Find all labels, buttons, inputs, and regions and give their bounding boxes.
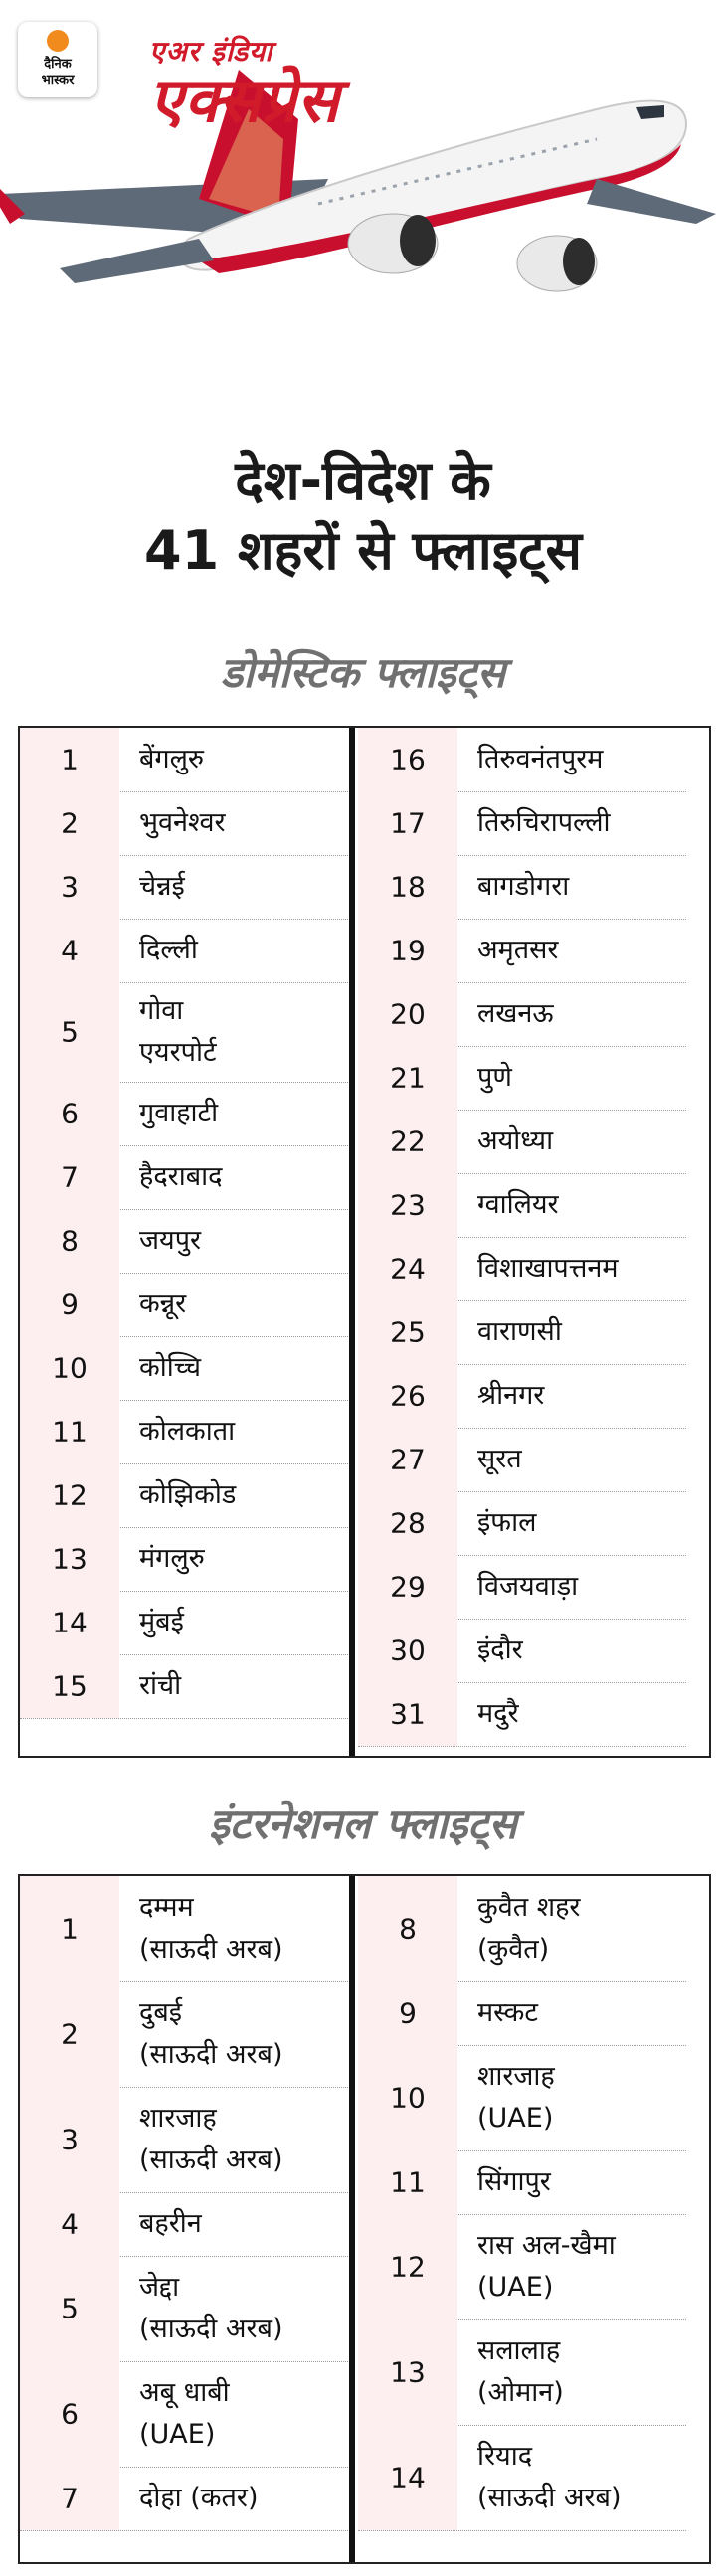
row-number: 11 bbox=[52, 1415, 88, 1449]
row-number: 9 bbox=[61, 1288, 79, 1321]
row-number-cell bbox=[358, 855, 457, 919]
row-number: 10 bbox=[390, 2081, 426, 2115]
city-name bbox=[139, 990, 342, 1074]
city-name bbox=[139, 739, 342, 780]
city-name-line: दम्मम bbox=[139, 1892, 194, 1923]
row-number-cell bbox=[358, 1173, 457, 1237]
city-name bbox=[139, 930, 342, 971]
city-name bbox=[139, 2098, 342, 2181]
city-name-line: (UAE) bbox=[477, 2103, 554, 2134]
city-name-line: इंफाल bbox=[477, 1507, 537, 1538]
city-name bbox=[477, 1566, 680, 1608]
city-name-line: दोहा (कतर) bbox=[139, 2483, 259, 2513]
row-number-cell bbox=[358, 791, 457, 855]
row-number-cell bbox=[358, 1110, 457, 1173]
row-number: 3 bbox=[61, 870, 79, 904]
city-name-line: चेन्नई bbox=[139, 871, 185, 902]
page-title-line1: देश-विदेश के bbox=[235, 449, 491, 512]
table-row bbox=[20, 2256, 348, 2362]
city-name-line: बहरीन bbox=[139, 2208, 202, 2239]
row-number-cell bbox=[358, 728, 457, 791]
row-number: 14 bbox=[390, 2461, 426, 2494]
city-name-line: कोझिकोड bbox=[139, 1479, 237, 1510]
row-number: 4 bbox=[61, 2207, 79, 2241]
row-number: 22 bbox=[390, 1124, 426, 1158]
city-name-line: बागडोगरा bbox=[477, 871, 570, 902]
page-title-line2: 41 शहरों से फ्लाइट्स bbox=[144, 519, 582, 582]
table-row bbox=[358, 1300, 686, 1365]
city-name bbox=[477, 1502, 680, 1544]
city-name bbox=[139, 1220, 342, 1262]
city-name-line: रांची bbox=[139, 1670, 182, 1701]
row-number: 1 bbox=[61, 1912, 79, 1946]
table-row bbox=[20, 728, 348, 792]
city-name bbox=[477, 1630, 680, 1671]
row-number: 3 bbox=[61, 2123, 79, 2156]
row-number: 11 bbox=[390, 2165, 426, 2199]
table-row bbox=[358, 1491, 686, 1556]
row-number: 10 bbox=[52, 1351, 88, 1385]
row-number: 7 bbox=[61, 2482, 79, 2515]
row-number: 2 bbox=[61, 806, 79, 840]
row-number-cell bbox=[20, 1400, 119, 1463]
city-name bbox=[477, 1992, 680, 2034]
logo-line1: दैनिक bbox=[44, 57, 72, 72]
row-number: 8 bbox=[61, 1224, 79, 1258]
table-row bbox=[20, 2192, 348, 2257]
row-number-cell bbox=[20, 982, 119, 1082]
row-number-cell bbox=[20, 2361, 119, 2467]
table-row bbox=[358, 2425, 686, 2531]
row-number: 1 bbox=[61, 743, 79, 776]
row-number: 29 bbox=[390, 1570, 426, 1604]
city-name-line: (UAE) bbox=[477, 2272, 554, 2303]
city-name bbox=[139, 1992, 342, 2076]
city-name bbox=[477, 866, 680, 908]
city-name-line: लखनऊ bbox=[477, 998, 554, 1029]
row-number-cell bbox=[358, 2425, 457, 2530]
row-number-cell bbox=[358, 1619, 457, 1682]
city-name bbox=[139, 802, 342, 844]
city-name bbox=[139, 1474, 342, 1516]
table-row bbox=[20, 1336, 348, 1401]
row-number-cell bbox=[358, 1364, 457, 1428]
city-name-line: विशाखापत्तनम bbox=[477, 1253, 619, 1284]
table-row bbox=[358, 2319, 686, 2426]
table-row bbox=[20, 1981, 348, 2088]
table-row bbox=[20, 1527, 348, 1592]
table-row bbox=[358, 2214, 686, 2320]
row-number-cell bbox=[358, 1682, 457, 1746]
row-number-cell bbox=[358, 1046, 457, 1110]
city-name-line: शारजाह bbox=[139, 2103, 217, 2134]
row-number: 8 bbox=[399, 1912, 417, 1946]
city-name bbox=[477, 930, 680, 971]
city-name bbox=[477, 1248, 680, 1289]
city-name bbox=[139, 2372, 342, 2456]
domestic-section-title: डोमेस्टिक फ्लाइट्स bbox=[220, 648, 506, 697]
city-name-line: इंदौर bbox=[477, 1634, 523, 1665]
city-name-line: वाराणसी bbox=[477, 1316, 562, 1347]
row-number-cell bbox=[358, 1555, 457, 1619]
city-name-line: कन्नूर bbox=[139, 1288, 187, 1319]
city-name bbox=[477, 1439, 680, 1480]
city-name bbox=[139, 1093, 342, 1134]
table-row bbox=[358, 1173, 686, 1238]
brand-name-small: एअर इंडिया bbox=[149, 35, 273, 68]
brand-name-big: एक्सप्रेस bbox=[149, 64, 340, 136]
row-number: 16 bbox=[390, 743, 426, 776]
city-name bbox=[139, 1347, 342, 1389]
city-name-line: अमृतसर bbox=[477, 935, 559, 965]
city-name-line: सिंगापुर bbox=[477, 2166, 551, 2197]
city-name-line: हैदराबाद bbox=[139, 1161, 223, 1192]
city-name-line: जेद्दा bbox=[139, 2272, 180, 2303]
table-row bbox=[20, 2467, 348, 2531]
city-name-line: ग्वालियर bbox=[477, 1189, 559, 1220]
row-number-cell bbox=[20, 1082, 119, 1145]
city-name bbox=[139, 2267, 342, 2350]
row-number: 6 bbox=[61, 2397, 79, 2431]
table-row bbox=[358, 1876, 686, 1982]
city-name-line: शारजाह bbox=[477, 2061, 555, 2092]
row-number-cell bbox=[20, 855, 119, 919]
row-number-cell bbox=[358, 1428, 457, 1491]
city-name bbox=[477, 993, 680, 1035]
city-name-line: अयोध्या bbox=[477, 1125, 554, 1156]
logo-line2: भास्कर bbox=[41, 73, 75, 87]
table-row bbox=[20, 1209, 348, 1274]
row-number-cell bbox=[20, 1591, 119, 1654]
international-flights-table bbox=[18, 1874, 711, 2564]
table-row bbox=[358, 2045, 686, 2151]
city-name-line: कुवैत शहर bbox=[477, 1892, 581, 1923]
city-name-line: जयपुर bbox=[139, 1225, 202, 1256]
table-row bbox=[20, 919, 348, 983]
table-row bbox=[358, 919, 686, 983]
row-number: 12 bbox=[390, 2250, 426, 2284]
table-row bbox=[358, 982, 686, 1047]
row-number: 21 bbox=[390, 1061, 426, 1095]
city-name-line: विजयवाड़ा bbox=[477, 1571, 579, 1602]
table-row bbox=[20, 1273, 348, 1337]
city-name-line: (कुवैत) bbox=[477, 1934, 550, 1965]
row-number: 13 bbox=[52, 1542, 88, 1576]
city-name-line: (साऊदी अरब) bbox=[139, 1934, 283, 1965]
city-name-line: कोलकाता bbox=[139, 1416, 236, 1447]
table-row bbox=[358, 1110, 686, 1174]
city-name-line: अबू धाबी bbox=[139, 2377, 230, 2408]
table-row bbox=[358, 1981, 686, 2046]
row-number-cell bbox=[358, 1491, 457, 1555]
table-row bbox=[358, 1682, 686, 1747]
row-number-cell bbox=[20, 1336, 119, 1400]
row-number-cell bbox=[358, 2214, 457, 2319]
city-name bbox=[477, 1375, 680, 1417]
row-number-cell bbox=[20, 2087, 119, 2192]
row-number: 31 bbox=[390, 1697, 426, 1731]
city-name-line: दुबई bbox=[139, 1997, 183, 2028]
city-name bbox=[139, 1887, 342, 1971]
hero-banner bbox=[0, 0, 726, 398]
table-row bbox=[20, 855, 348, 920]
city-name bbox=[477, 1120, 680, 1162]
city-name bbox=[139, 2478, 342, 2519]
row-number: 15 bbox=[52, 1669, 88, 1703]
table-row bbox=[358, 1619, 686, 1683]
row-number: 20 bbox=[390, 997, 426, 1031]
row-number-cell bbox=[20, 1527, 119, 1591]
city-name bbox=[477, 2056, 680, 2140]
city-name-line: श्रीनगर bbox=[477, 1380, 545, 1411]
table-row bbox=[358, 1237, 686, 1301]
city-name bbox=[139, 866, 342, 908]
city-name-line: दिल्ली bbox=[139, 935, 198, 965]
city-name-line: बेंगलुरु bbox=[139, 744, 205, 774]
airplane-illustration bbox=[0, 30, 726, 368]
row-number: 18 bbox=[390, 870, 426, 904]
city-name bbox=[477, 2161, 680, 2203]
row-number: 14 bbox=[52, 1606, 88, 1639]
city-name-line: (साऊदी अरब) bbox=[139, 2145, 283, 2175]
row-number: 5 bbox=[61, 1015, 79, 1049]
row-number-cell bbox=[358, 1876, 457, 1981]
city-name bbox=[139, 1602, 342, 1643]
city-name-line: रियाद bbox=[477, 2441, 533, 2472]
table-row bbox=[20, 2361, 348, 2468]
row-number-cell bbox=[358, 982, 457, 1046]
row-number-cell bbox=[358, 2150, 457, 2214]
table-row bbox=[20, 1591, 348, 1655]
city-name bbox=[477, 1311, 680, 1353]
table-row bbox=[20, 2087, 348, 2193]
row-number: 26 bbox=[390, 1379, 426, 1413]
city-name-line: सूरत bbox=[477, 1444, 522, 1474]
city-name-line: भुवनेश्वर bbox=[139, 807, 226, 838]
city-name-line: मस्कट bbox=[477, 1997, 538, 2028]
row-number: 2 bbox=[61, 2017, 79, 2051]
city-name-line: (ओमान) bbox=[477, 2377, 564, 2408]
city-name-line: एयरपोर्ट bbox=[139, 1037, 217, 1068]
dainik-bhaskar-logo bbox=[18, 22, 97, 97]
row-number-cell bbox=[358, 1237, 457, 1300]
row-number-cell bbox=[20, 2192, 119, 2256]
city-name-line: मंगलुरु bbox=[139, 1543, 205, 1574]
table-row bbox=[358, 2150, 686, 2215]
row-number-cell bbox=[358, 2319, 457, 2425]
city-name bbox=[477, 739, 680, 780]
row-number-cell bbox=[20, 2467, 119, 2530]
row-number-cell bbox=[20, 1463, 119, 1527]
row-number-cell bbox=[358, 2045, 457, 2150]
row-number: 12 bbox=[52, 1478, 88, 1512]
sun-icon bbox=[47, 30, 69, 52]
city-name bbox=[477, 1057, 680, 1099]
row-number: 27 bbox=[390, 1443, 426, 1476]
column-divider bbox=[349, 728, 355, 1756]
city-name-line: तिरुवनंतपुरम bbox=[477, 744, 604, 774]
table-row bbox=[20, 1400, 348, 1464]
table-row bbox=[20, 791, 348, 856]
row-number: 5 bbox=[61, 2292, 79, 2325]
table-row bbox=[358, 1555, 686, 1620]
city-name-line: कोच्चि bbox=[139, 1352, 202, 1383]
row-number: 4 bbox=[61, 934, 79, 967]
table-row bbox=[358, 1364, 686, 1429]
row-number: 24 bbox=[390, 1252, 426, 1286]
row-number: 23 bbox=[390, 1188, 426, 1222]
row-number-cell bbox=[20, 1876, 119, 1981]
city-name-line: रास अल-खैमा bbox=[477, 2230, 616, 2261]
row-number-cell bbox=[358, 1300, 457, 1364]
row-number: 25 bbox=[390, 1315, 426, 1349]
city-name bbox=[477, 2330, 680, 2414]
table-row bbox=[358, 855, 686, 920]
city-name bbox=[477, 2225, 680, 2309]
city-name-line: (UAE) bbox=[139, 2419, 216, 2450]
city-name bbox=[139, 1284, 342, 1325]
row-number-cell bbox=[20, 1981, 119, 2087]
city-name-line: पुणे bbox=[477, 1062, 512, 1093]
row-number: 7 bbox=[61, 1160, 79, 1194]
row-number-cell bbox=[20, 1145, 119, 1209]
table-row bbox=[20, 1654, 348, 1719]
city-name bbox=[477, 1184, 680, 1226]
table-row bbox=[358, 791, 686, 856]
table-row bbox=[20, 1463, 348, 1528]
table-row bbox=[20, 1145, 348, 1210]
city-name bbox=[477, 2436, 680, 2519]
row-number-cell bbox=[20, 1209, 119, 1273]
row-number-cell bbox=[20, 1654, 119, 1718]
row-number-cell bbox=[20, 2256, 119, 2361]
city-name-line: (साऊदी अरब) bbox=[477, 2483, 622, 2513]
table-row bbox=[358, 728, 686, 792]
table-row bbox=[358, 1046, 686, 1111]
city-name bbox=[477, 1887, 680, 1971]
city-name-line: गुवाहाटी bbox=[139, 1098, 219, 1128]
column-divider bbox=[349, 1876, 355, 2562]
city-name-line: सलालाह bbox=[477, 2335, 561, 2366]
city-name-line: (साऊदी अरब) bbox=[139, 2314, 283, 2344]
row-number-cell bbox=[20, 791, 119, 855]
city-name-line: मदुरै bbox=[477, 1698, 519, 1729]
city-name bbox=[139, 1411, 342, 1453]
row-number-cell bbox=[20, 728, 119, 791]
city-name-line: गोवा bbox=[139, 995, 184, 1026]
city-name bbox=[139, 1538, 342, 1580]
table-row bbox=[20, 1082, 348, 1146]
city-name bbox=[139, 1665, 342, 1707]
row-number-cell bbox=[20, 1273, 119, 1336]
row-number: 6 bbox=[61, 1097, 79, 1130]
row-number: 30 bbox=[390, 1633, 426, 1667]
table-row bbox=[358, 1428, 686, 1492]
row-number: 28 bbox=[390, 1506, 426, 1540]
row-number: 17 bbox=[390, 806, 426, 840]
international-section-title: इंटरनेशनल फ्लाइट्स bbox=[209, 1800, 517, 1848]
table-row bbox=[20, 982, 348, 1083]
row-number-cell bbox=[20, 919, 119, 982]
row-number: 9 bbox=[399, 1996, 417, 2030]
row-number-cell bbox=[358, 1981, 457, 2045]
city-name bbox=[477, 1693, 680, 1735]
table-row bbox=[20, 1876, 348, 1982]
city-name bbox=[477, 802, 680, 844]
row-number: 13 bbox=[390, 2355, 426, 2389]
domestic-flights-table bbox=[18, 726, 711, 1758]
city-name-line: तिरुचिरापल्ली bbox=[477, 807, 611, 838]
city-name bbox=[139, 2203, 342, 2245]
row-number: 19 bbox=[390, 934, 426, 967]
row-number-cell bbox=[358, 919, 457, 982]
city-name-line: मुंबई bbox=[139, 1607, 184, 1637]
city-name-line: (साऊदी अरब) bbox=[139, 2039, 283, 2070]
city-name bbox=[139, 1156, 342, 1198]
